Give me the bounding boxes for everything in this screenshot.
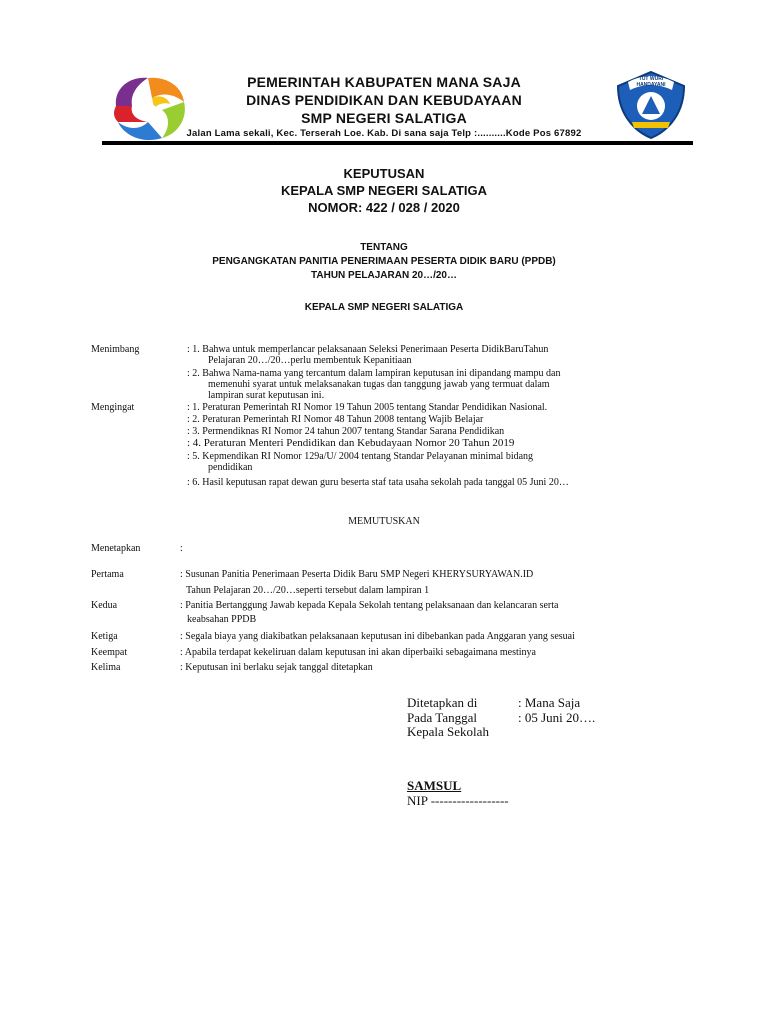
subject-tentang: TENTANG <box>360 242 408 253</box>
mengingat-item: : 5. Kepmendikan RI Nomor 129a/U/ 2004 tentang Standar Pelayanan minimal bidang <box>187 451 534 462</box>
ditetapkan-value: : Mana Saja <box>518 695 581 710</box>
kelima-text: : Keputusan ini berlaku sejak tanggal ditetapkan <box>180 662 373 673</box>
ditetapkan-label: Ditetapkan di <box>407 695 478 710</box>
kedua-label: Kedua <box>91 600 118 611</box>
ketiga-label: Ketiga <box>91 631 118 642</box>
mengingat-item: pendidikan <box>208 462 253 473</box>
header-divider <box>102 141 693 145</box>
mengingat-item: : 6. Hasil keputusan rapat dewan guru beserta staf tata usaha sekolah pada tanggal 05 Juni 20… <box>187 477 569 488</box>
keempat-text: : Apabila terdapat kekeliruan dalam keputusan ini akan diperbaiki sebagaimana mestinya <box>180 647 536 658</box>
pertama-label: Pertama <box>91 569 124 580</box>
menimbang-item: : 1. Bahwa untuk memperlancar pelaksanaan Seleksi Penerimaan Peserta DidikBaruTahun <box>187 344 549 355</box>
decree-number: NOMOR: 422 / 028 / 2020 <box>308 200 460 215</box>
keempat-label: Keempat <box>91 647 128 658</box>
tanggal-label: Pada Tanggal <box>407 710 477 725</box>
subject-authority: KEPALA SMP NEGERI SALATIGA <box>304 302 464 313</box>
header-government: PEMERINTAH KABUPATEN MANA SAJA <box>247 74 521 90</box>
subject-line-1: PENGANGKATAN PANITIA PENERIMAAN PESERTA DIDIK BARU (PPDB) <box>212 256 556 267</box>
decree-issuer: KEPALA SMP NEGERI SALATIGA <box>280 183 488 198</box>
menimbang-item: lampiran surat keputusan ini. <box>208 390 325 401</box>
menimbang-item: memenuhi syarat untuk melaksanakan tugas dan tanggung jawab yang termuat dalam <box>208 379 550 390</box>
signatory-name: SAMSUL <box>407 778 462 793</box>
decree-title: KEPUTUSAN <box>343 166 425 181</box>
header-department: DINAS PENDIDIKAN DAN KEBUDAYAAN <box>246 92 522 108</box>
mengingat-item: : 3. Permendiknas RI Nomor 24 tahun 2007 tentang Standar Sarana Pendidikan <box>187 426 505 437</box>
emblem-text: TUT WURI HANDAYANI <box>636 76 666 88</box>
header-address: Jalan Lama sekali, Kec. Terserah Loe. Kab. Di sana saja Telp :..........Kode Pos 67892 <box>186 128 582 139</box>
menimbang-item: : 2. Bahwa Nama-nama yang tercantum dalam lampiran keputusan ini dipandang mampu dan <box>187 368 561 379</box>
tanggal-value: : 05 Juni 20…. <box>518 710 596 725</box>
mengingat-label: Mengingat <box>91 402 135 413</box>
memutuskan-heading: MEMUTUSKAN <box>348 516 420 527</box>
kedua-text: : Panitia Bertanggung Jawab kepada Kepala Sekolah tentang pelaksanaan dan kelancaran serta <box>180 600 559 611</box>
mengingat-item: : 4. Peraturan Menteri Pendidikan dan Kebudayaan Nomor 20 Tahun 2019 <box>187 437 515 449</box>
kedua-text: keabsahan PPDB <box>187 614 257 625</box>
mengingat-item: : 1. Peraturan Pemerintah RI Nomor 19 Tahun 2005 tentang Standar Pendidikan Nasional. <box>187 402 548 413</box>
signatory-nip: NIP ------------------ <box>407 793 509 808</box>
menimbang-label: Menimbang <box>91 344 140 355</box>
subject-line-2: TAHUN PELAJARAN 20…/20… <box>311 270 457 281</box>
menetapkan-value: : <box>180 543 183 554</box>
ketiga-text: : Segala biaya yang diakibatkan pelaksanaan keputusan ini dibebankan pada Anggaran yang sesuai <box>180 631 575 642</box>
mengingat-item: : 2. Peraturan Pemerintah RI Nomor 48 Tahun 2008 tentang Wajib Belajar <box>187 414 484 425</box>
header-school: SMP NEGERI SALATIGA <box>301 110 467 126</box>
pertama-text: : Susunan Panitia Penerimaan Peserta Didik Baru SMP Negeri KHERYSURYAWAN.ID <box>180 569 534 580</box>
pertama-text: Tahun Pelajaran 20…/20…seperti tersebut dalam lampiran 1 <box>186 585 430 596</box>
menimbang-item: Pelajaran 20…/20…perlu membentuk Kepanitiaan <box>208 355 412 366</box>
kelima-label: Kelima <box>91 662 121 673</box>
signatory-title: Kepala Sekolah <box>407 724 489 739</box>
menetapkan-label: Menetapkan <box>91 543 141 554</box>
